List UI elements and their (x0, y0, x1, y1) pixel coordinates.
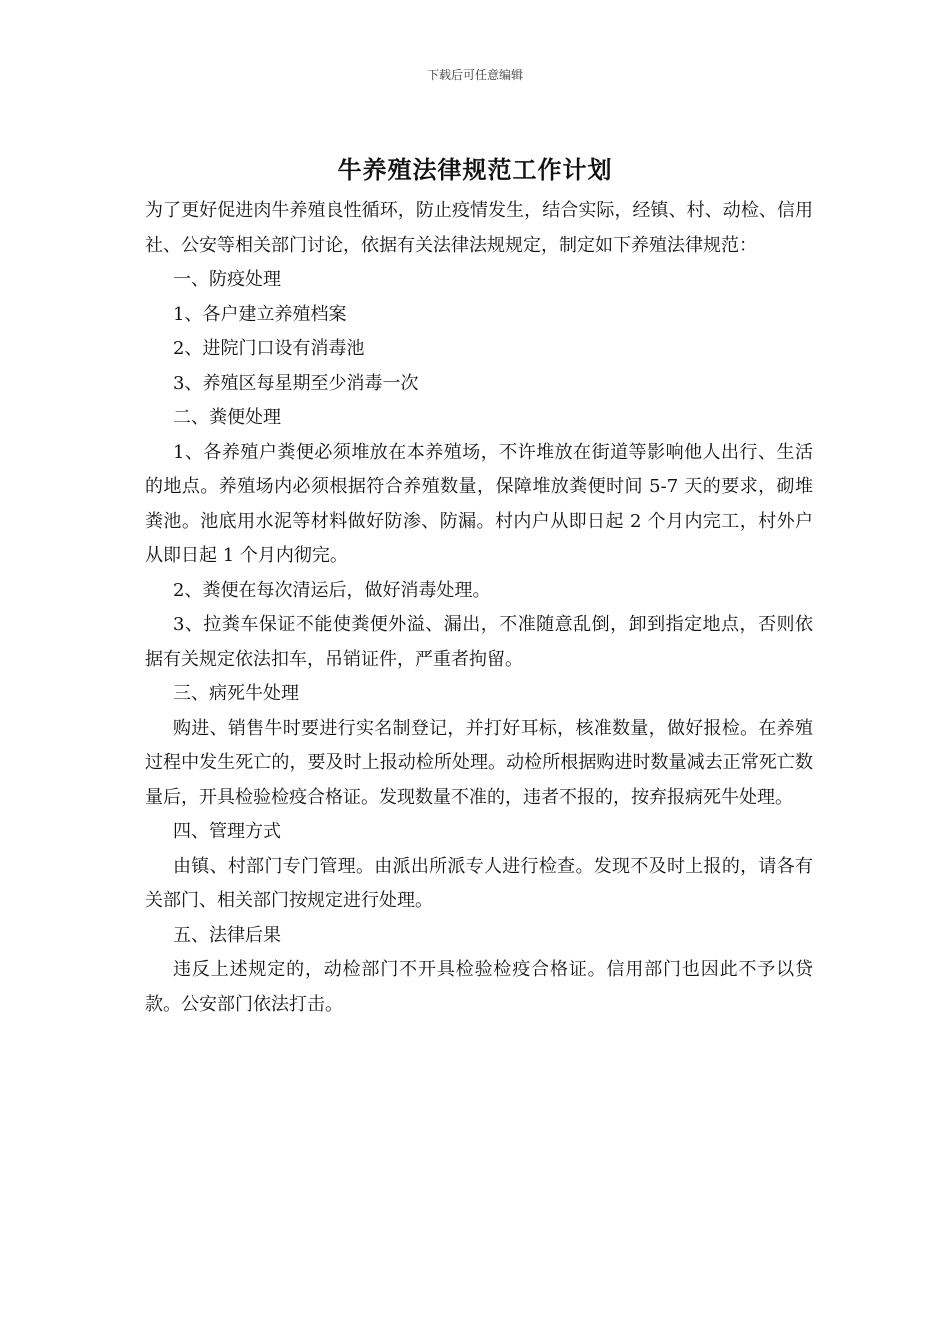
paragraph: 购进、销售牛时要进行实名制登记，并打好耳标，核准数量，做好报检。在养殖过程中发生死亡的，要及时上报动检所处理。动检所根据购进时数量减去正常死亡数量后，开具检验检疫合格证。发现数量不准的，违者不报的，按弃报病死牛处理。 (145, 717, 813, 808)
paragraph: 2、进院门口设有消毒池 (173, 338, 365, 359)
section-heading-management: 四、管理方式 (173, 821, 281, 842)
section-heading-dead-cattle: 三、病死牛处理 (173, 683, 299, 704)
section-heading-epidemic-prevention: 一、防疫处理 (173, 269, 281, 290)
paragraph: 1、各养殖户粪便必须堆放在本养殖场，不许堆放在街道等影响他人出行、生活的地点。养殖场内必须根据符合养殖数量，保障堆放粪便时间 5-7 天的要求，砌堆粪池。池底用水泥等材料做好防渗、防漏。村内户从即日起 2 个月内完工，村外户从即日起 1 个月内彻完。 (145, 441, 813, 566)
document-title: 牛养殖法律规范工作计划 (337, 155, 613, 184)
paragraph: 3、拉粪车保证不能使粪便外溢、漏出，不准随意乱倒，卸到指定地点，否则依据有关规定依法扣车，吊销证件，严重者拘留。 (145, 614, 813, 670)
section-heading-manure-handling: 二、粪便处理 (173, 407, 281, 428)
intro-paragraph: 为了更好促进肉牛养殖良性循环，防止疫情发生，结合实际，经镇、村、动检、信用社、公安等相关部门讨论，依据有关法律法规规定，制定如下养殖法律规范： (145, 200, 813, 256)
paragraph: 违反上述规定的，动检部门不开具检验检疫合格证。信用部门也因此不予以贷款。公安部门依法打击。 (145, 959, 813, 1015)
document-body (145, 194, 813, 1022)
section-heading-legal-consequences: 五、法律后果 (173, 924, 281, 946)
page-header-note: 下载后可任意编辑 (426, 68, 523, 82)
paragraph: 1、各户建立养殖档案 (173, 303, 347, 325)
paragraph: 3、养殖区每星期至少消毒一次 (173, 372, 419, 394)
paragraph: 由镇、村部门专门管理。由派出所派专人进行检查。发现不及时上报的，请各有关部门、相关部门按规定进行处理。 (145, 855, 813, 911)
paragraph: 2、粪便在每次清运后，做好消毒处理。 (173, 579, 491, 601)
